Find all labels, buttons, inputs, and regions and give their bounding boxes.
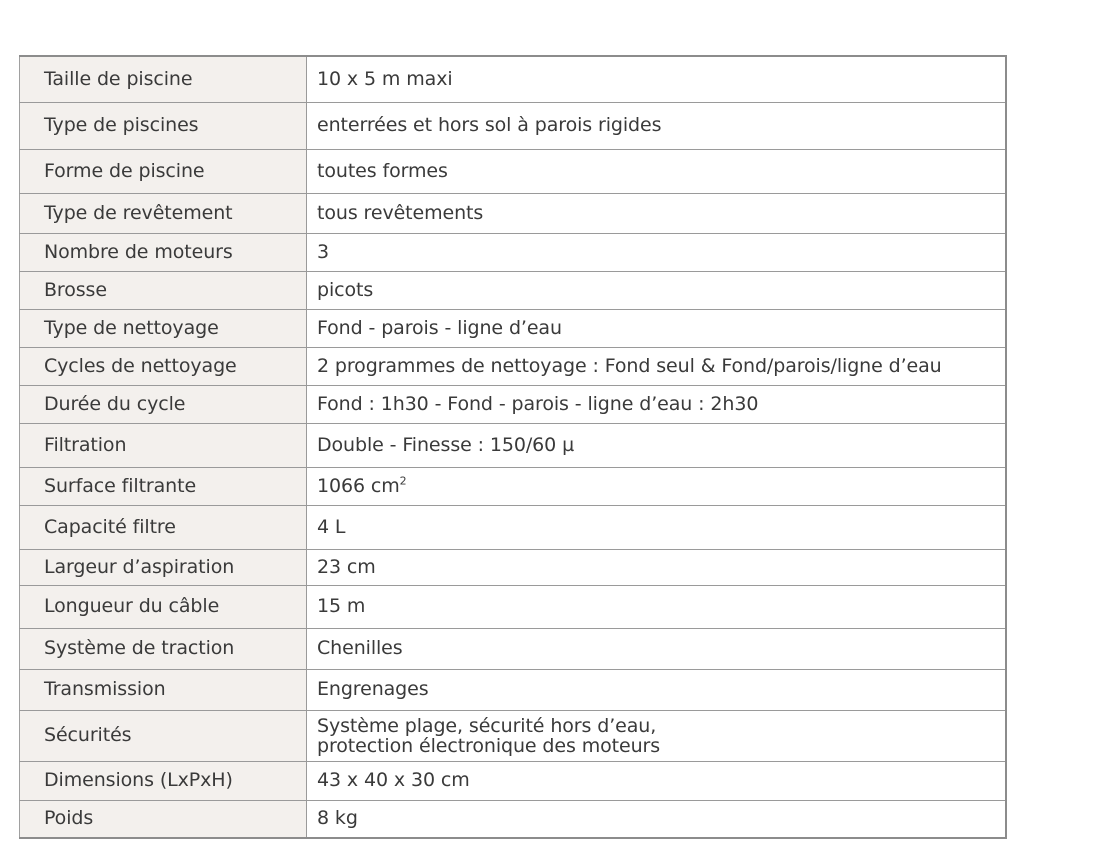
spec-label: Largeur d’aspiration [20, 549, 307, 585]
spec-value: 3 [307, 233, 1006, 271]
spec-label: Transmission [20, 669, 307, 710]
spec-row-filter-capacity [20, 505, 1006, 549]
spec-value-line: Système plage, sécurité hors d’eau, [317, 714, 657, 737]
spec-value-line: protection électronique des moteurs [317, 734, 661, 757]
spec-value: picots [307, 271, 1006, 309]
spec-label: Taille de piscine [20, 56, 307, 102]
spec-row-pool-type [20, 102, 1006, 149]
spec-value: Double - Finesse : 150/60 µ [307, 423, 1006, 467]
spec-row-traction-system [20, 628, 1006, 669]
spec-label: Poids [20, 800, 307, 838]
spec-row-suction-width [20, 549, 1006, 585]
spec-label: Filtration [20, 423, 307, 467]
spec-label: Nombre de moteurs [20, 233, 307, 271]
spec-row-weight [20, 800, 1006, 838]
spec-value: 15 m [307, 585, 1006, 628]
spec-row-pool-shape [20, 149, 1006, 193]
superscript: 2 [399, 474, 407, 488]
spec-value: tous revêtements [307, 193, 1006, 233]
spec-value-text: 1066 cm [317, 474, 400, 497]
spec-label: Dimensions (LxPxH) [20, 761, 307, 800]
spec-label: Durée du cycle [20, 385, 307, 423]
spec-label: Système de traction [20, 628, 307, 669]
spec-label: Type de revêtement [20, 193, 307, 233]
spec-row-filtration [20, 423, 1006, 467]
spec-label: Sécurités [20, 710, 307, 761]
spec-value [307, 710, 1006, 761]
spec-row-cable-length [20, 585, 1006, 628]
spec-value: 43 x 40 x 30 cm [307, 761, 1006, 800]
spec-row-safety [20, 710, 1006, 761]
spec-row-cleaning-cycles [20, 347, 1006, 385]
spec-value: Chenilles [307, 628, 1006, 669]
spec-row-filter-surface [20, 467, 1006, 505]
spec-row-transmission [20, 669, 1006, 710]
spec-value: 8 kg [307, 800, 1006, 838]
spec-label: Brosse [20, 271, 307, 309]
spec-label: Longueur du câble [20, 585, 307, 628]
spec-value: Engrenages [307, 669, 1006, 710]
spec-label: Capacité filtre [20, 505, 307, 549]
spec-value: toutes formes [307, 149, 1006, 193]
spec-value: 2 programmes de nettoyage : Fond seul & Fond/parois/ligne d’eau [307, 347, 1006, 385]
spec-row-brush [20, 271, 1006, 309]
spec-label: Type de nettoyage [20, 309, 307, 347]
spec-row-pool-size [20, 56, 1006, 102]
spec-value: Fond : 1h30 - Fond - parois - ligne d’eau : 2h30 [307, 385, 1006, 423]
spec-value: 10 x 5 m maxi [307, 56, 1006, 102]
spec-row-motor-count [20, 233, 1006, 271]
spec-label: Surface filtrante [20, 467, 307, 505]
spec-value: enterrées et hors sol à parois rigides [307, 102, 1006, 149]
spec-value: Fond - parois - ligne d’eau [307, 309, 1006, 347]
spec-label: Forme de piscine [20, 149, 307, 193]
spec-label: Cycles de nettoyage [20, 347, 307, 385]
spec-value: 4 L [307, 505, 1006, 549]
spec-value [307, 467, 1006, 505]
spec-row-cycle-duration [20, 385, 1006, 423]
specifications-table [19, 55, 1007, 839]
spec-value: 23 cm [307, 549, 1006, 585]
spec-row-dimensions [20, 761, 1006, 800]
spec-row-coating-type [20, 193, 1006, 233]
spec-row-cleaning-type [20, 309, 1006, 347]
spec-label: Type de piscines [20, 102, 307, 149]
